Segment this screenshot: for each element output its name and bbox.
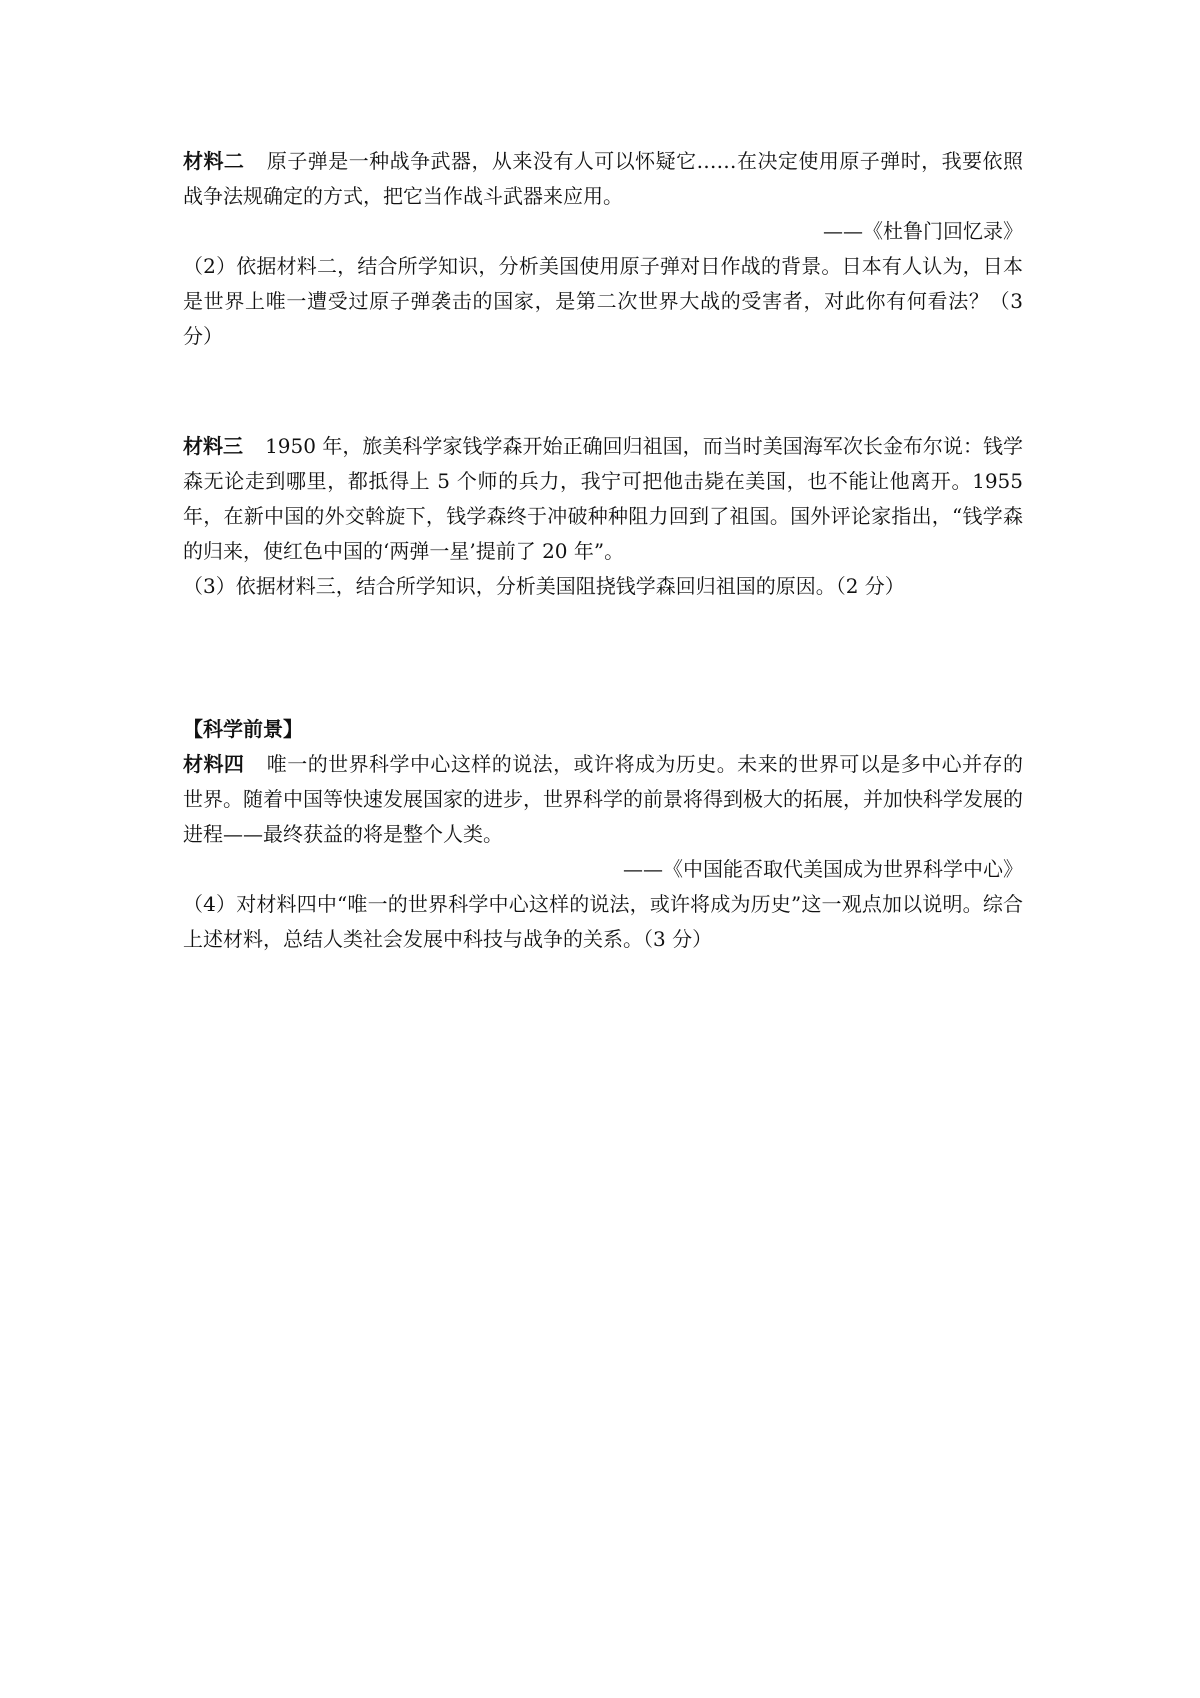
question-three: （3）依据材料三，结合所学知识，分析美国阻挠钱学森回归祖国的原因。（2 分） [183,574,905,598]
material-two-block [183,144,1023,354]
section-heading: 【科学前景】 [183,717,303,741]
material-two-paragraph [183,144,1023,214]
material-four-text: 唯一的世界科学中心这样的说法，或许将成为历史。未来的世界可以是多中心并存的世界。随着中国等快速发展国家的进步，世界科学的前景将得到极大的拓展，并加快科学发展的进程——最终获益的将是整个人类。 [183,752,1024,846]
material-two-label: 材料二 [183,149,245,173]
material-two-source: ——《杜鲁门回忆录》 [823,219,1023,243]
material-two-text: 原子弹是一种战争武器，从来没有人可以怀疑它……在决定使用原子弹时，我要依照战争法规确定的方式，把它当作战斗武器来应用。 [183,149,1024,208]
material-four-paragraph [183,747,1023,852]
material-three-label: 材料三 [183,434,244,458]
material-three-block [183,429,1023,604]
material-three-text: 1950 年，旅美科学家钱学森开始正确回归祖国，而当时美国海军次长金布尔说：钱学森无论走到哪里，都抵得上 5 个师的兵力，我宁可把他击毙在美国，也不能让他离开。1955 年，在新中国的外交斡旋下，钱学森终于冲破种种阻力回到了祖国。国外评论家指出，“钱学森的归来，使红色中国的‘两弹一星’提前了 20 年”。 [183,434,1023,563]
science-prospect-block [183,712,1023,957]
material-four-label: 材料四 [183,752,245,776]
material-three-paragraph [183,429,1023,569]
material-four-source: ——《中国能否取代美国成为世界科学中心》 [623,857,1023,881]
question-four: （4）对材料四中“唯一的世界科学中心这样的说法，或许将成为历史”这一观点加以说明。综合上述材料，总结人类社会发展中科技与战争的关系。（3 分） [183,892,1023,951]
question-two: （2）依据材料二，结合所学知识，分析美国使用原子弹对日作战的背景。日本有人认为，日本是世界上唯一遭受过原子弹袭击的国家，是第二次世界大战的受害者，对此你有何看法？（3 分） [183,254,1023,348]
